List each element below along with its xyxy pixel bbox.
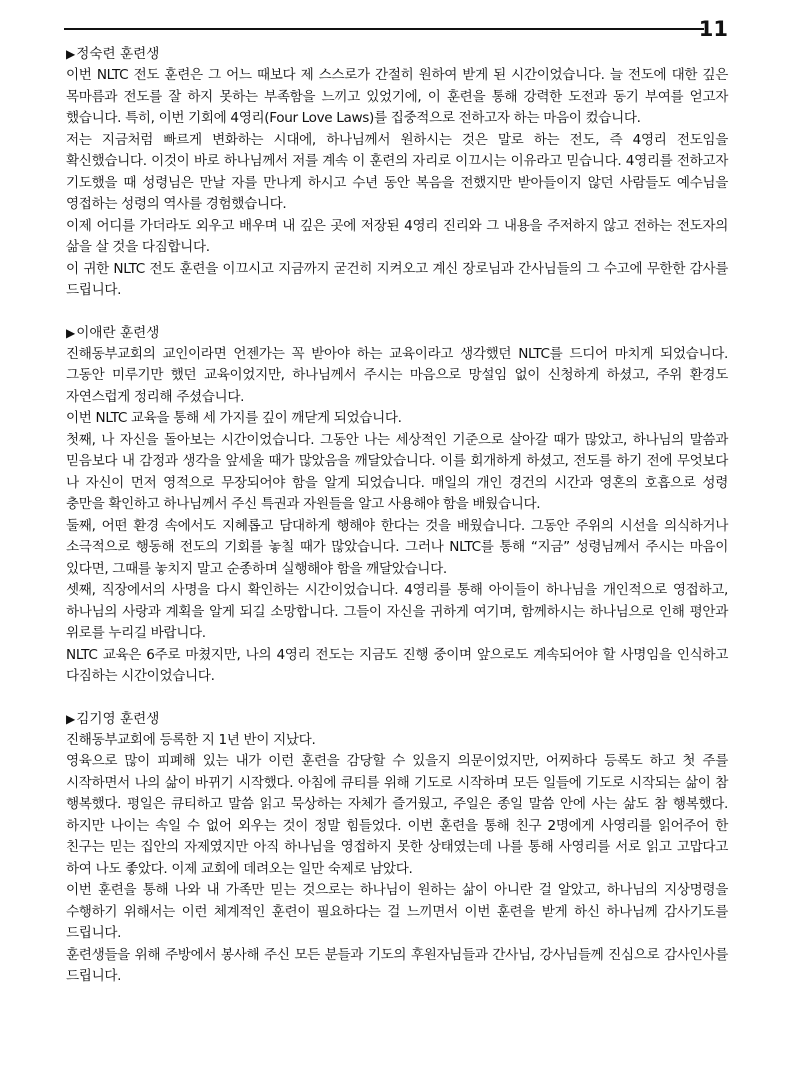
paragraph: 이번 훈련을 통해 나와 내 가족만 믿는 것으로는 하나님이 원하는 삶이 아니란 걸 알았고, 하나님의 지상명령을 수행하기 위해서는 이런 체계적인 훈련이 필요하다는 걸 느끼면서 이번 훈련을 받게 하신 하나님께 감사기도를 드립니다. xyxy=(66,882,728,941)
paragraph: 둘째, 어떤 환경 속에서도 지혜롭고 담대하게 행해야 한다는 것을 배웠습니다. 그동안 주위의 시선을 의식하거나 소극적으로 행동해 전도의 기회를 놓칠 때가 많았습니다. 그러나 NLTC를 통해 “지금” 성령님께서 주시는 마음이 있다면, 그때를 놓치지 말고 순종하며 실행해야 함을 깨달았습니다. xyxy=(66,517,728,577)
section-title xyxy=(66,323,728,344)
paragraph: 저는 지금처럼 빠르게 변화하는 시대에, 하나님께서 원하시는 것은 말로 하는 전도, 즉 4영리 전도임을 확신했습니다. 이것이 바로 하나님께서 저를 계속 이 훈련의 자리로 이끄시는 이유라고 믿습니다. 4영리를 전하고자 기도했을 때 성령님은 만날 자를 만나게 하시고 수년 동안 복음을 전했지만 받아들이지 않던 사람들도 예수님을 영접하는 성령의 역사를 경험했습니다. xyxy=(66,131,728,212)
paragraph: 이번 NLTC 교육을 통해 세 가지를 깊이 깨닫게 되었습니다. xyxy=(66,410,402,426)
testimony-section xyxy=(66,709,728,988)
header-rule xyxy=(64,28,704,30)
section-title-text: 김기영 훈련생 xyxy=(76,710,160,727)
paragraph: 이 귀한 NLTC 전도 훈련을 이끄시고 지금까지 굳건히 지켜오고 계신 장로님과 간사님들의 그 수고에 무한한 감사를 드립니다. xyxy=(66,260,728,298)
testimony-section xyxy=(66,323,728,688)
paragraph: 진해동부교회에 등록한 지 1년 반이 지났다. xyxy=(66,731,316,748)
page-number: 11 xyxy=(698,17,728,41)
paragraph: 영육으로 많이 피폐해 있는 내가 이런 훈련을 감당할 수 있을지 의문이었지만, 어찌하다 등록도 하고 첫 주를 시작하면서 나의 삶이 바뀌기 시작했다. 아침에 큐티를 위해 기도로 시작하며 모든 일들에 기도로 시작되는 삶이 참 행복했다. 평일은 큐티하고 말씀 읽고 묵상하는 자체가 즐거웠고, 주일은 종일 말씀 안에 사는 삶도 참 행복했다. 하지만 나이는 속일 수 없어 외우는 것이 정말 힘들었다. 이번 훈련을 통해 친구 2명에게 사영리를 읽어주어 한 친구는 믿는 집안의 자제였지만 아직 하나님을 영접하지 못한 상태였는데 나를 통해 사영리를 서로 읽고 고맙다고 하여 나도 좋았다. 이제 교회에 데려오는 일만 숙제로 남았다. xyxy=(66,753,728,877)
paragraph: 훈련생들을 위해 주방에서 봉사해 주신 모든 분들과 기도의 후원자님들과 간사님, 강사님들께 진심으로 감사인사를 드립니다. xyxy=(66,946,728,984)
page-body xyxy=(66,44,728,1009)
testimony-section xyxy=(66,44,728,302)
triangle-bullet-icon: ▶ xyxy=(66,325,76,340)
section-title xyxy=(66,709,728,730)
triangle-bullet-icon: ▶ xyxy=(66,47,76,61)
paragraph: 첫째, 나 자신을 돌아보는 시간이었습니다. 그동안 나는 세상적인 기준으로 살아갈 때가 많았고, 하나님의 말씀과 믿음보다 내 감정과 생각을 앞세울 때가 많았음을 깨달았습니다. 이를 회개하게 하셨고, 전도를 하기 전에 무엇보다 나 자신이 먼저 영적으로 무장되어야 함을 알게 되었습니다. 매일의 개인 경건의 시간과 영혼의 호흡으로 성령 충만을 확인하고 하나님께서 주신 특권과 자원들을 알고 사용해야 함을 배웠습니다. xyxy=(66,431,728,512)
paragraph: 셋째, 직장에서의 사명을 다시 확인하는 시간이었습니다. 4영리를 통해 아이들이 하나님을 개인적으로 영접하고, 하나님의 사랑과 계획을 알게 되길 소망합니다. 그들이 자신을 귀하게 여기며, 함께하시는 하나님으로 인해 평안과 위로를 누리길 바랍니다. xyxy=(66,582,728,641)
paragraph: NLTC 교육은 6주로 마쳤지만, 나의 4영리 전도는 지금도 진행 중이며 앞으로도 계속되어야 할 사명임을 인식하고 다짐하는 시간이었습니다. xyxy=(66,646,728,684)
paragraph: 이제 어디를 가더라도 외우고 배우며 내 깊은 곳에 저장된 4영리 진리와 그 내용을 주저하지 않고 전하는 전도자의 삶을 살 것을 다짐합니다. xyxy=(66,217,728,255)
section-title-text: 정숙련 훈련생 xyxy=(76,46,160,62)
section-title-text: 이애란 훈련생 xyxy=(76,324,160,341)
paragraph: 진해동부교회의 교인이라면 언젠가는 꼭 받아야 하는 교육이라고 생각했던 NLTC를 드디어 마치게 되었습니다. 그동안 미루기만 했던 교육이었지만, 하나님께서 주시는 마음으로 망설임 없이 신청하게 하셨고, 주위 환경도 자연스럽게 정리해 주셨습니다. xyxy=(66,345,728,405)
section-title xyxy=(66,44,728,65)
paragraph: 이번 NLTC 전도 훈련은 그 어느 때보다 제 스스로가 간절히 원하여 받게 된 시간이었습니다. 늘 전도에 대한 깊은 목마름과 전도를 잘 하지 못하는 부족함을 느끼고 있었기에, 이 훈련을 통해 강력한 도전과 동기 부여를 얻고자 했습니다. 특히, 이번 기회에 4영리(Four Love Laws)를 집중적으로 전하고자 하는 마음이 컸습니다. xyxy=(66,67,728,126)
triangle-bullet-icon: ▶ xyxy=(66,711,76,726)
